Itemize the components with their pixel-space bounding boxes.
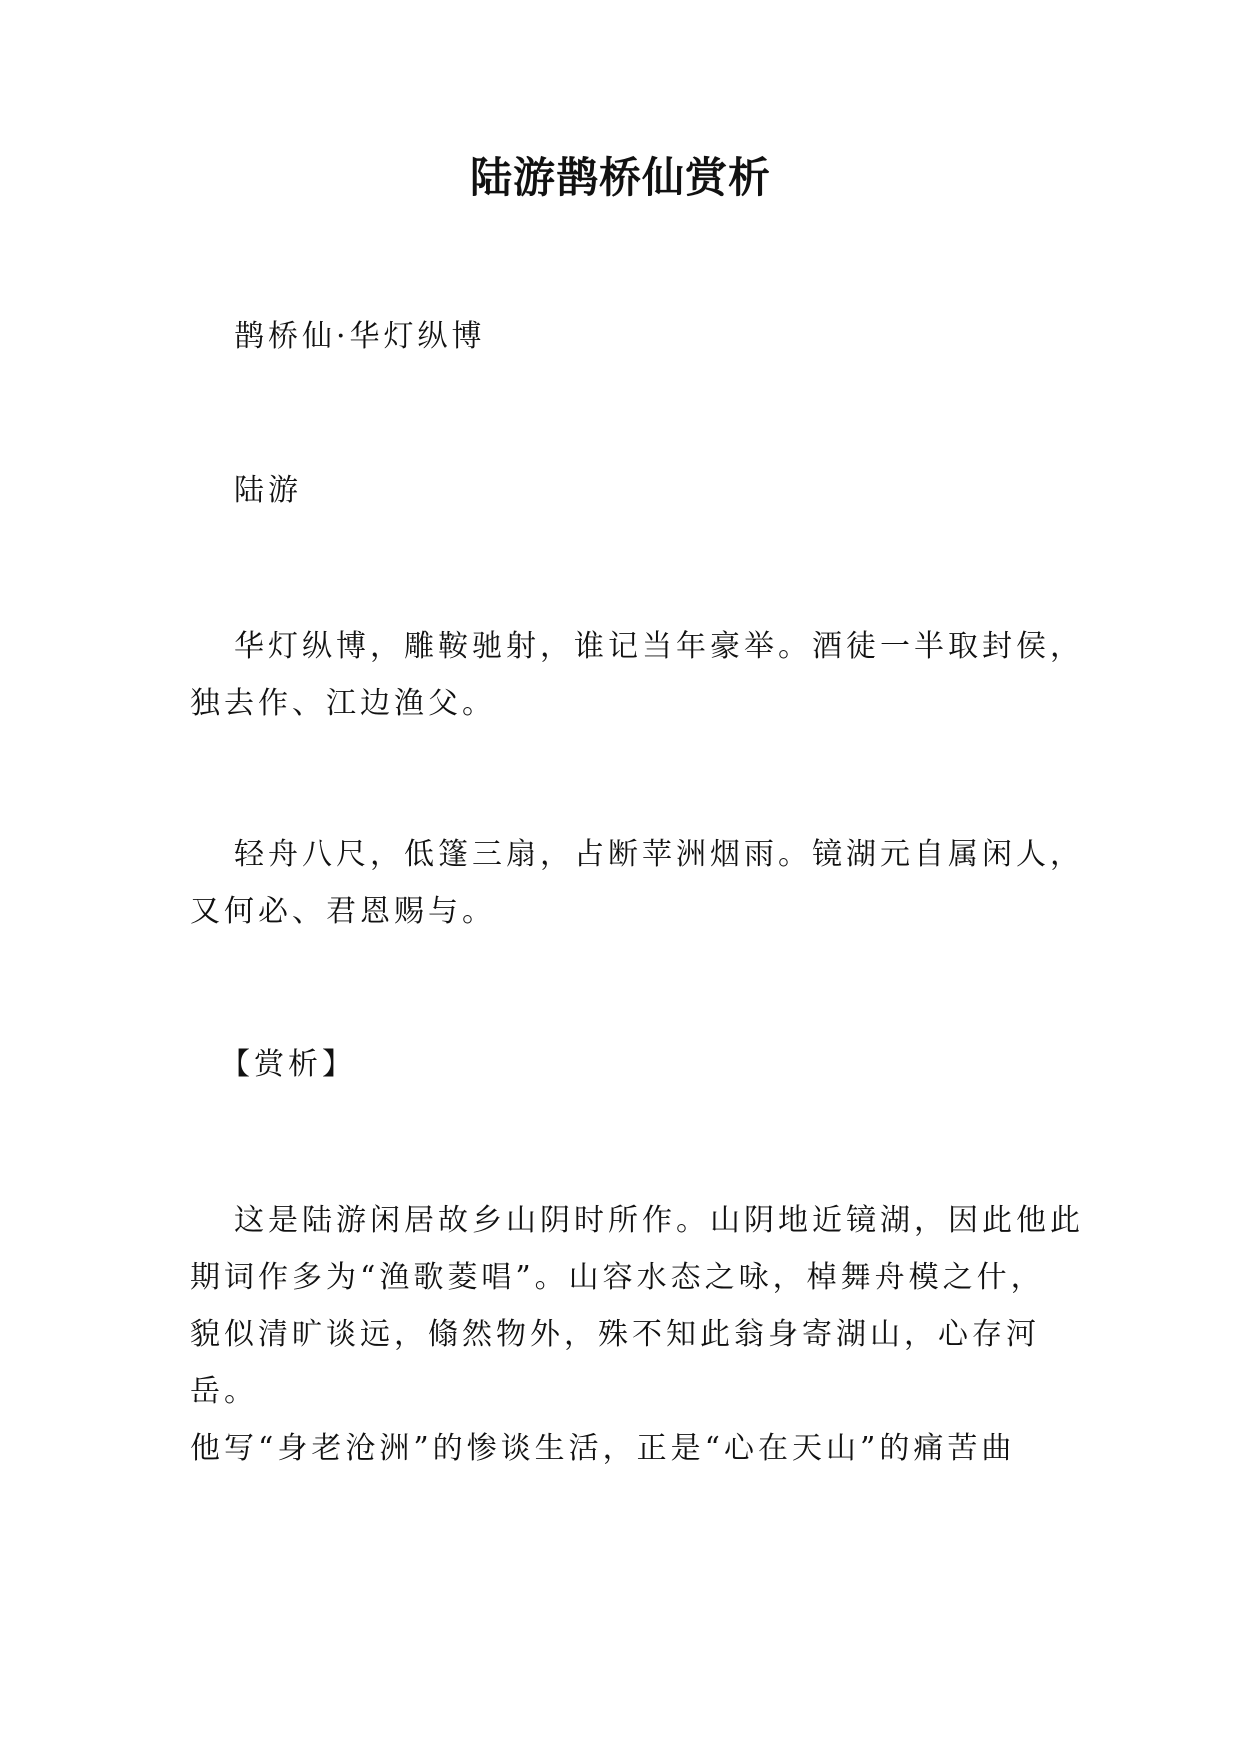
- stanza-1-line-1: 华灯纵博，雕鞍驰射，谁记当年豪举。酒徒一半取封侯，: [234, 629, 1084, 664]
- analysis-line-2: 期词作多为“渔歌菱唱”。山容水态之咏，棹舞舟模之什，: [190, 1260, 1045, 1295]
- analysis-paragraph: [190, 1192, 1090, 1477]
- analysis-line-1: 这是陆游闲居故乡山阴时所作。山阴地近镜湖，因此他此: [234, 1203, 1084, 1238]
- document-title: 陆游鹊桥仙赏析: [469, 153, 771, 202]
- stanza-2-line-1: 轻舟八尺，低篷三扇，占断苹洲烟雨。镜湖元自属闲人，: [234, 837, 1084, 872]
- analysis-heading-text: 【赏析】: [220, 1047, 356, 1082]
- poem-stanza-1: [190, 618, 1090, 732]
- stanza-2-line-2: 又何必、君恩赐与。: [190, 894, 496, 929]
- poem-subtitle-text: 鹊桥仙·华灯纵博: [234, 319, 486, 354]
- analysis-heading: [190, 1036, 1090, 1093]
- stanza-1-line-2: 独去作、江边渔父。: [190, 686, 496, 721]
- poem-stanza-2: [190, 826, 1090, 940]
- poem-author-text: 陆游: [234, 473, 302, 508]
- analysis-line-4: 他写“身老沧洲”的惨谈生活，正是“心在天山”的痛苦曲: [190, 1431, 1016, 1466]
- poem-author: [190, 462, 1090, 519]
- analysis-line-3: 貌似清旷谈远，翛然物外，殊不知此翁身寄湖山，心存河岳。: [190, 1317, 1040, 1409]
- poem-subtitle: [190, 308, 1090, 365]
